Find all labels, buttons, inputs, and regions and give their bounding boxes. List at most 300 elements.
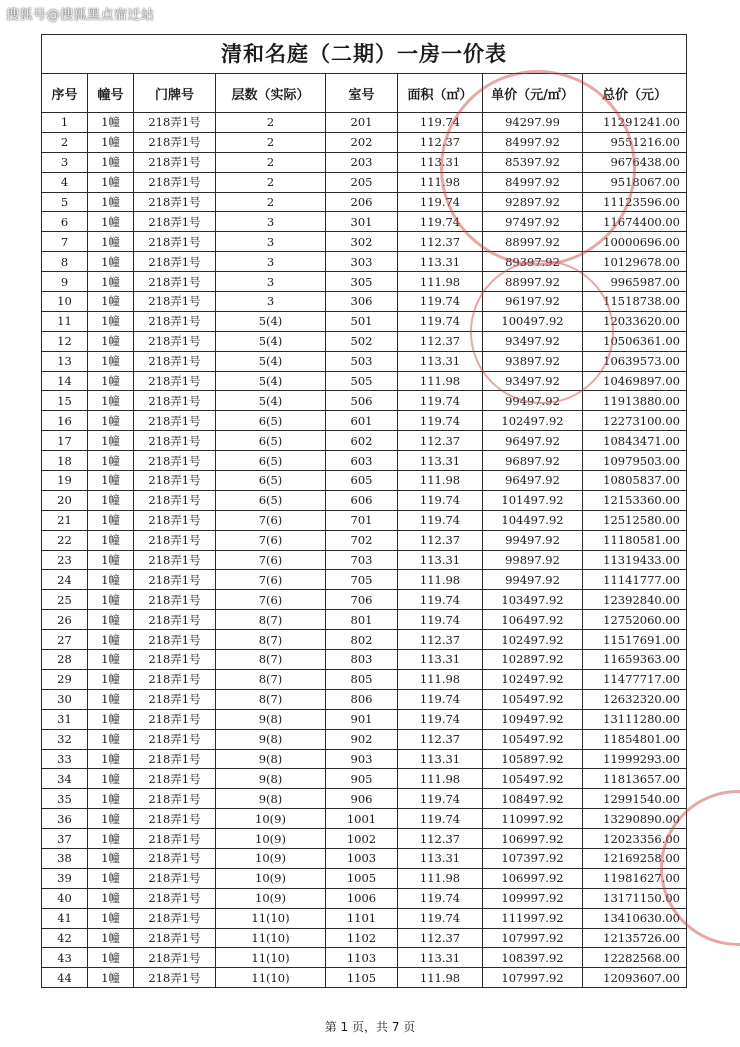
table-cell: 218弄1号 <box>134 411 216 431</box>
table-cell: 12093607.00 <box>583 968 687 988</box>
table-cell: 11913880.00 <box>583 391 687 411</box>
table-cell: 8(7) <box>216 689 326 709</box>
table-cell: 11 <box>42 311 88 331</box>
table-cell: 10129678.00 <box>583 252 687 272</box>
table-cell: 2 <box>216 152 326 172</box>
table-cell: 1003 <box>326 848 398 868</box>
table-cell: 10 <box>42 292 88 312</box>
table-row <box>42 749 687 769</box>
table-cell: 218弄1号 <box>134 809 216 829</box>
table-cell: 902 <box>326 729 398 749</box>
table-cell: 4 <box>42 172 88 192</box>
table-cell: 38 <box>42 848 88 868</box>
table-cell: 9676438.00 <box>583 152 687 172</box>
table-cell: 112.37 <box>398 928 483 948</box>
table-cell: 6(5) <box>216 451 326 471</box>
table-cell: 102497.92 <box>483 411 583 431</box>
table-cell: 1幢 <box>88 391 134 411</box>
table-cell: 23 <box>42 550 88 570</box>
price-table <box>41 34 687 988</box>
table-cell: 112.37 <box>398 530 483 550</box>
table-cell: 112.37 <box>398 729 483 749</box>
table-row <box>42 252 687 272</box>
table-row <box>42 510 687 530</box>
table-cell: 1幢 <box>88 829 134 849</box>
table-row <box>42 192 687 212</box>
table-cell: 3 <box>216 212 326 232</box>
table-cell: 5(4) <box>216 391 326 411</box>
table-cell: 218弄1号 <box>134 848 216 868</box>
table-cell: 11659363.00 <box>583 650 687 670</box>
table-cell: 119.74 <box>398 709 483 729</box>
table-cell: 13171150.00 <box>583 888 687 908</box>
table-cell: 16 <box>42 411 88 431</box>
table-cell: 111.98 <box>398 669 483 689</box>
table-cell: 1幢 <box>88 948 134 968</box>
table-cell: 96197.92 <box>483 292 583 312</box>
table-cell: 41 <box>42 908 88 928</box>
table-cell: 8(7) <box>216 610 326 630</box>
table-cell: 1001 <box>326 809 398 829</box>
table-cell: 218弄1号 <box>134 888 216 908</box>
table-cell: 19 <box>42 471 88 491</box>
table-cell: 10(9) <box>216 868 326 888</box>
table-cell: 705 <box>326 570 398 590</box>
table-cell: 218弄1号 <box>134 331 216 351</box>
table-cell: 802 <box>326 630 398 650</box>
table-cell: 88997.92 <box>483 272 583 292</box>
table-row <box>42 650 687 670</box>
table-cell: 1幢 <box>88 371 134 391</box>
table-cell: 803 <box>326 650 398 670</box>
table-cell: 218弄1号 <box>134 968 216 988</box>
table-cell: 218弄1号 <box>134 530 216 550</box>
table-title: 清和名庭（二期）一房一价表 <box>42 35 687 74</box>
table-cell: 1幢 <box>88 232 134 252</box>
table-cell: 218弄1号 <box>134 192 216 212</box>
table-cell: 1幢 <box>88 272 134 292</box>
table-cell: 1幢 <box>88 789 134 809</box>
table-cell: 12512580.00 <box>583 510 687 530</box>
table-row <box>42 689 687 709</box>
table-cell: 84997.92 <box>483 132 583 152</box>
table-row <box>42 729 687 749</box>
table-cell: 1幢 <box>88 709 134 729</box>
table-cell: 9(8) <box>216 769 326 789</box>
table-cell: 10843471.00 <box>583 431 687 451</box>
table-cell: 100497.92 <box>483 311 583 331</box>
table-cell: 1幢 <box>88 311 134 331</box>
table-cell: 111.98 <box>398 471 483 491</box>
table-cell: 201 <box>326 113 398 133</box>
table-cell: 89397.92 <box>483 252 583 272</box>
table-cell: 218弄1号 <box>134 252 216 272</box>
table-row <box>42 928 687 948</box>
table-cell: 31 <box>42 709 88 729</box>
table-cell: 9(8) <box>216 789 326 809</box>
table-cell: 702 <box>326 530 398 550</box>
table-cell: 3 <box>42 152 88 172</box>
table-cell: 1幢 <box>88 351 134 371</box>
table-cell: 501 <box>326 311 398 331</box>
table-cell: 1002 <box>326 829 398 849</box>
table-row <box>42 311 687 331</box>
table-cell: 1幢 <box>88 132 134 152</box>
table-cell: 1幢 <box>88 848 134 868</box>
table-cell: 801 <box>326 610 398 630</box>
table-cell: 13 <box>42 351 88 371</box>
table-cell: 203 <box>326 152 398 172</box>
table-row <box>42 212 687 232</box>
table-cell: 25 <box>42 590 88 610</box>
table-cell: 93497.92 <box>483 371 583 391</box>
table-cell: 112.37 <box>398 431 483 451</box>
table-body <box>42 113 687 988</box>
table-cell: 218弄1号 <box>134 868 216 888</box>
table-cell: 10(9) <box>216 888 326 908</box>
table-cell: 1103 <box>326 948 398 968</box>
table-cell: 119.74 <box>398 510 483 530</box>
table-cell: 903 <box>326 749 398 769</box>
table-row <box>42 411 687 431</box>
table-cell: 104497.92 <box>483 510 583 530</box>
table-cell: 103497.92 <box>483 590 583 610</box>
table-cell: 108397.92 <box>483 948 583 968</box>
table-cell: 218弄1号 <box>134 471 216 491</box>
table-row <box>42 351 687 371</box>
table-cell: 202 <box>326 132 398 152</box>
table-cell: 12169258.00 <box>583 848 687 868</box>
table-row <box>42 272 687 292</box>
table-cell: 27 <box>42 630 88 650</box>
table-cell: 11999293.00 <box>583 749 687 769</box>
table-cell: 1幢 <box>88 908 134 928</box>
table-cell: 94297.99 <box>483 113 583 133</box>
table-cell: 11(10) <box>216 968 326 988</box>
table-row <box>42 948 687 968</box>
table-row <box>42 172 687 192</box>
table-cell: 11854801.00 <box>583 729 687 749</box>
table-cell: 2 <box>42 132 88 152</box>
table-row <box>42 331 687 351</box>
table-cell: 2 <box>216 132 326 152</box>
table-cell: 11123596.00 <box>583 192 687 212</box>
table-cell: 106997.92 <box>483 868 583 888</box>
table-cell: 218弄1号 <box>134 689 216 709</box>
table-cell: 1幢 <box>88 212 134 232</box>
table-cell: 2 <box>216 113 326 133</box>
table-cell: 10506361.00 <box>583 331 687 351</box>
table-cell: 218弄1号 <box>134 709 216 729</box>
table-row <box>42 152 687 172</box>
table-cell: 1幢 <box>88 192 134 212</box>
table-cell: 205 <box>326 172 398 192</box>
table-row <box>42 590 687 610</box>
table-cell: 606 <box>326 490 398 510</box>
table-cell: 1幢 <box>88 689 134 709</box>
header-cell: 单价（元/㎡） <box>483 74 583 113</box>
header-cell: 面积（㎡） <box>398 74 483 113</box>
table-cell: 11141777.00 <box>583 570 687 590</box>
table-cell: 218弄1号 <box>134 391 216 411</box>
table-row <box>42 829 687 849</box>
table-cell: 706 <box>326 590 398 610</box>
table-cell: 3 <box>216 252 326 272</box>
table-cell: 119.74 <box>398 292 483 312</box>
table-row <box>42 550 687 570</box>
table-row <box>42 530 687 550</box>
header-cell: 门牌号 <box>134 74 216 113</box>
table-cell: 107997.92 <box>483 968 583 988</box>
table-cell: 9(8) <box>216 709 326 729</box>
table-cell: 12023356.00 <box>583 829 687 849</box>
table-cell: 1幢 <box>88 411 134 431</box>
table-cell: 92897.92 <box>483 192 583 212</box>
table-cell: 218弄1号 <box>134 769 216 789</box>
table-cell: 218弄1号 <box>134 451 216 471</box>
table-cell: 12752060.00 <box>583 610 687 630</box>
table-cell: 703 <box>326 550 398 570</box>
table-row <box>42 669 687 689</box>
table-cell: 9 <box>42 272 88 292</box>
table-cell: 12033620.00 <box>583 311 687 331</box>
table-cell: 701 <box>326 510 398 530</box>
header-cell: 室号 <box>326 74 398 113</box>
table-row <box>42 610 687 630</box>
table-cell: 1幢 <box>88 331 134 351</box>
table-cell: 1幢 <box>88 550 134 570</box>
table-cell: 1005 <box>326 868 398 888</box>
table-cell: 11518738.00 <box>583 292 687 312</box>
table-cell: 1102 <box>326 928 398 948</box>
table-cell: 1幢 <box>88 292 134 312</box>
table-cell: 10(9) <box>216 809 326 829</box>
table-row <box>42 630 687 650</box>
table-cell: 806 <box>326 689 398 709</box>
table-row <box>42 848 687 868</box>
table-cell: 218弄1号 <box>134 172 216 192</box>
table-cell: 119.74 <box>398 490 483 510</box>
table-cell: 99497.92 <box>483 530 583 550</box>
table-cell: 6 <box>42 212 88 232</box>
table-cell: 113.31 <box>398 650 483 670</box>
header-cell: 序号 <box>42 74 88 113</box>
table-cell: 218弄1号 <box>134 630 216 650</box>
table-cell: 1幢 <box>88 968 134 988</box>
table-cell: 105497.92 <box>483 689 583 709</box>
table-cell: 102497.92 <box>483 630 583 650</box>
table-cell: 9965987.00 <box>583 272 687 292</box>
table-cell: 11477717.00 <box>583 669 687 689</box>
table-cell: 111.98 <box>398 272 483 292</box>
table-cell: 119.74 <box>398 391 483 411</box>
table-cell: 112.37 <box>398 331 483 351</box>
table-cell: 12135726.00 <box>583 928 687 948</box>
table-cell: 218弄1号 <box>134 829 216 849</box>
table-cell: 7(6) <box>216 570 326 590</box>
table-cell: 218弄1号 <box>134 650 216 670</box>
table-cell: 218弄1号 <box>134 152 216 172</box>
table-cell: 39 <box>42 868 88 888</box>
table-row <box>42 371 687 391</box>
table-cell: 13290890.00 <box>583 809 687 829</box>
table-cell: 9551216.00 <box>583 132 687 152</box>
table-cell: 113.31 <box>398 948 483 968</box>
table-cell: 12991540.00 <box>583 789 687 809</box>
table-cell: 1幢 <box>88 769 134 789</box>
table-cell: 218弄1号 <box>134 908 216 928</box>
table-cell: 10(9) <box>216 848 326 868</box>
table-cell: 96897.92 <box>483 451 583 471</box>
table-cell: 218弄1号 <box>134 948 216 968</box>
table-cell: 10979503.00 <box>583 451 687 471</box>
table-cell: 3 <box>216 292 326 312</box>
table-cell: 7 <box>42 232 88 252</box>
table-cell: 218弄1号 <box>134 351 216 371</box>
table-row <box>42 570 687 590</box>
table-cell: 10639573.00 <box>583 351 687 371</box>
header-row <box>42 74 687 113</box>
table-cell: 3 <box>216 232 326 252</box>
table-cell: 218弄1号 <box>134 272 216 292</box>
header-cell: 总价（元） <box>583 74 687 113</box>
table-cell: 85397.92 <box>483 152 583 172</box>
table-cell: 805 <box>326 669 398 689</box>
table-cell: 13410630.00 <box>583 908 687 928</box>
table-cell: 601 <box>326 411 398 431</box>
table-row <box>42 113 687 133</box>
table-cell: 119.74 <box>398 192 483 212</box>
table-cell: 1幢 <box>88 669 134 689</box>
table-cell: 1幢 <box>88 888 134 908</box>
table-cell: 1幢 <box>88 252 134 272</box>
table-cell: 42 <box>42 928 88 948</box>
table-cell: 119.74 <box>398 610 483 630</box>
table-cell: 1105 <box>326 968 398 988</box>
table-cell: 28 <box>42 650 88 670</box>
table-cell: 1幢 <box>88 510 134 530</box>
table-cell: 20 <box>42 490 88 510</box>
table-cell: 7(6) <box>216 510 326 530</box>
table-cell: 218弄1号 <box>134 729 216 749</box>
table-cell: 93897.92 <box>483 351 583 371</box>
table-cell: 32 <box>42 729 88 749</box>
table-cell: 906 <box>326 789 398 809</box>
table-cell: 35 <box>42 789 88 809</box>
table-cell: 2 <box>216 192 326 212</box>
table-cell: 102497.92 <box>483 669 583 689</box>
table-cell: 7(6) <box>216 590 326 610</box>
table-cell: 218弄1号 <box>134 789 216 809</box>
table-cell: 1幢 <box>88 570 134 590</box>
table-cell: 5(4) <box>216 351 326 371</box>
table-cell: 112.37 <box>398 829 483 849</box>
table-cell: 1幢 <box>88 749 134 769</box>
table-cell: 106497.92 <box>483 610 583 630</box>
table-cell: 302 <box>326 232 398 252</box>
table-cell: 306 <box>326 292 398 312</box>
table-cell: 96497.92 <box>483 471 583 491</box>
table-cell: 10805837.00 <box>583 471 687 491</box>
table-cell: 11319433.00 <box>583 550 687 570</box>
table-cell: 113.31 <box>398 252 483 272</box>
table-cell: 11(10) <box>216 908 326 928</box>
table-cell: 113.31 <box>398 749 483 769</box>
table-cell: 99897.92 <box>483 550 583 570</box>
table-cell: 21 <box>42 510 88 530</box>
table-cell: 1幢 <box>88 590 134 610</box>
table-cell: 7(6) <box>216 550 326 570</box>
table-cell: 1幢 <box>88 172 134 192</box>
table-cell: 11180581.00 <box>583 530 687 550</box>
table-row <box>42 232 687 252</box>
table-cell: 113.31 <box>398 848 483 868</box>
table-cell: 11517691.00 <box>583 630 687 650</box>
table-cell: 1幢 <box>88 729 134 749</box>
table-cell: 109997.92 <box>483 888 583 908</box>
table-cell: 1幢 <box>88 113 134 133</box>
table-cell: 10(9) <box>216 829 326 849</box>
table-cell: 119.74 <box>398 789 483 809</box>
table-cell: 6(5) <box>216 411 326 431</box>
table-cell: 112.37 <box>398 132 483 152</box>
table-cell: 218弄1号 <box>134 212 216 232</box>
table-row <box>42 451 687 471</box>
table-cell: 12273100.00 <box>583 411 687 431</box>
table-cell: 10000696.00 <box>583 232 687 252</box>
table-cell: 502 <box>326 331 398 351</box>
table-cell: 5(4) <box>216 311 326 331</box>
table-cell: 119.74 <box>398 113 483 133</box>
table-cell: 26 <box>42 610 88 630</box>
table-cell: 12632320.00 <box>583 689 687 709</box>
table-cell: 218弄1号 <box>134 610 216 630</box>
table-cell: 119.74 <box>398 590 483 610</box>
table-cell: 112.37 <box>398 232 483 252</box>
table-cell: 109497.92 <box>483 709 583 729</box>
table-cell: 29 <box>42 669 88 689</box>
table-cell: 44 <box>42 968 88 988</box>
table-cell: 24 <box>42 570 88 590</box>
table-cell: 1幢 <box>88 928 134 948</box>
table-cell: 11813657.00 <box>583 769 687 789</box>
table-cell: 84997.92 <box>483 172 583 192</box>
table-cell: 43 <box>42 948 88 968</box>
table-cell: 119.74 <box>398 411 483 431</box>
table-row <box>42 132 687 152</box>
table-cell: 106997.92 <box>483 829 583 849</box>
table-cell: 8 <box>42 252 88 272</box>
table-cell: 1幢 <box>88 610 134 630</box>
table-cell: 603 <box>326 451 398 471</box>
table-cell: 505 <box>326 371 398 391</box>
table-cell: 8(7) <box>216 669 326 689</box>
header-cell: 层数（实际） <box>216 74 326 113</box>
table-cell: 9(8) <box>216 729 326 749</box>
table-cell: 5(4) <box>216 371 326 391</box>
table-cell: 105497.92 <box>483 769 583 789</box>
table-cell: 111.98 <box>398 371 483 391</box>
table-cell: 111.98 <box>398 570 483 590</box>
table-cell: 1006 <box>326 888 398 908</box>
table-cell: 218弄1号 <box>134 490 216 510</box>
table-cell: 22 <box>42 530 88 550</box>
page-footer: 第 1 页，共 7 页 <box>324 1020 416 1034</box>
table-cell: 119.74 <box>398 908 483 928</box>
table-cell: 14 <box>42 371 88 391</box>
table-cell: 9(8) <box>216 749 326 769</box>
table-cell: 218弄1号 <box>134 232 216 252</box>
